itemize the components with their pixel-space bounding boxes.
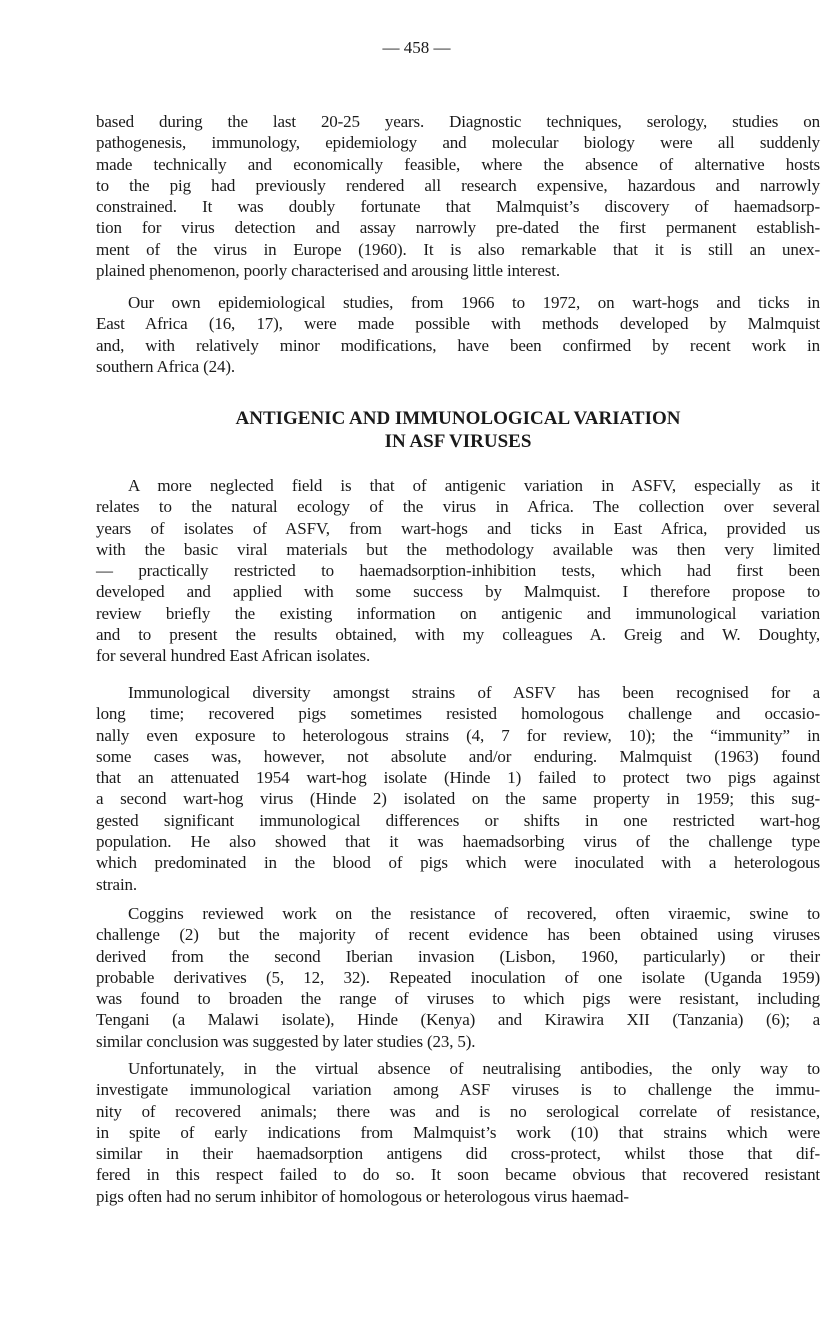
text-line: which predominated in the blood of pigs which were inoculated with a heterologous xyxy=(96,853,820,873)
text-line: to the pig had previously rendered all research expensive, hazardous and narrowly xyxy=(96,175,820,195)
text-line: challenge (2) but the majority of recent evidence has been obtained using viruses xyxy=(96,925,820,945)
text-line: Immunological diversity amongst strains of ASFV has been recognised for a xyxy=(128,683,820,702)
paragraph-2 xyxy=(96,292,820,377)
text-line: similar conclusion was suggested by later studies (23, 5). xyxy=(96,1031,476,1051)
text-line: long time; recovered pigs sometimes resisted homologous challenge and occasio- xyxy=(96,704,820,724)
text-line: a second wart-hog virus (Hinde 2) isolated on the same property in 1959; this sug- xyxy=(96,789,820,809)
text-line: Our own epidemiological studies, from 1966 to 1972, on wart-hogs and ticks in xyxy=(128,293,820,312)
text-line: — practically restricted to haemadsorption-inhibition tests, which had first been xyxy=(96,561,820,581)
text-line: pigs often had no serum inhibitor of homologous or heterologous virus haemad- xyxy=(96,1186,629,1206)
paragraph-3 xyxy=(96,475,820,667)
text-line: relates to the natural ecology of the virus in Africa. The collection over several xyxy=(96,497,820,517)
paragraph-5 xyxy=(96,903,820,1052)
text-line: population. He also showed that it was haemadsorbing virus of the challenge type xyxy=(96,832,820,852)
text-line: East Africa (16, 17), were made possible with methods developed by Malmquist xyxy=(96,314,820,334)
text-line: that an attenuated 1954 wart-hog isolate (Hinde 1) failed to protect two pigs against xyxy=(96,768,820,788)
paragraph-6 xyxy=(96,1058,820,1207)
text-line: southern Africa (24). xyxy=(96,356,235,376)
text-line: some cases was, however, not absolute and/or enduring. Malmquist (1963) found xyxy=(96,746,820,766)
paragraph-4 xyxy=(96,682,820,895)
text-line: review briefly the existing information on antigenic and immunological variation xyxy=(96,603,820,623)
heading-line-2: IN ASF VIRUSES xyxy=(384,431,532,452)
text-line: years of isolates of ASFV, from wart-hogs and ticks in East Africa, provided us xyxy=(96,518,820,538)
text-line: gested significant immunological differences or shifts in one restricted wart-hog xyxy=(96,810,820,830)
text-line: investigate immunological variation among ASF viruses is to challenge the immu- xyxy=(96,1080,820,1100)
text-line: A more neglected field is that of antigenic variation in ASFV, especially as it xyxy=(128,476,820,495)
text-line: in spite of early indications from Malmquist’s work (10) that strains which were xyxy=(96,1122,820,1142)
text-line: similar in their haemadsorption antigens did cross-protect, whilst those that dif- xyxy=(96,1144,820,1164)
heading-line-1: ANTIGENIC AND IMMUNOLOGICAL VARIATION xyxy=(235,408,681,429)
text-line: plained phenomenon, poorly characterised and arousing little interest. xyxy=(96,261,560,281)
text-line: Tengani (a Malawi isolate), Hinde (Kenya) and Kirawira XII (Tanzania) (6); a xyxy=(96,1010,820,1030)
text-line: was found to broaden the range of viruses to which pigs were resistant, including xyxy=(96,989,820,1009)
text-line: for several hundred East African isolates. xyxy=(96,646,371,666)
text-line: strain. xyxy=(96,874,137,894)
text-line: Coggins reviewed work on the resistance of recovered, often viraemic, swine to xyxy=(128,904,820,923)
text-line: probable derivatives (5, 12, 32). Repeated inoculation of one isolate (Uganda 1959) xyxy=(96,967,820,987)
text-line: developed and applied with some success by Malmquist. I therefore propose to xyxy=(96,582,820,602)
text-line: pathogenesis, immunology, epidemiology and molecular biology were all suddenly xyxy=(96,133,820,153)
text-line: derived from the second Iberian invasion (Lisbon, 1960, particularly) or their xyxy=(96,946,820,966)
text-line: with the basic viral materials but the methodology available was then very limited xyxy=(96,539,820,559)
text-line: and, with relatively minor modifications, have been confirmed by recent work in xyxy=(96,335,820,355)
section-heading xyxy=(96,407,820,453)
page-number: — 458 — xyxy=(382,38,451,57)
text-line: Unfortunately, in the virtual absence of neutralising antibodies, the only way to xyxy=(128,1059,820,1078)
text-line: tion for virus detection and assay narrowly pre-dated the first permanent establish- xyxy=(96,218,820,238)
text-line: made technically and economically feasible, where the absence of alternative hosts xyxy=(96,154,820,174)
text-line: constrained. It was doubly fortunate that Malmquist’s discovery of haemadsorp- xyxy=(96,197,820,217)
text-line: and to present the results obtained, with my colleagues A. Greig and W. Doughty, xyxy=(96,625,820,645)
text-line: nally even exposure to heterologous strains (4, 7 for review, 10); the “immunity” in xyxy=(96,725,820,745)
paragraph-1 xyxy=(96,111,820,281)
text-line: nity of recovered animals; there was and is no serological correlate of resistance, xyxy=(96,1101,820,1121)
text-line: based during the last 20-25 years. Diagnostic techniques, serology, studies on xyxy=(96,112,820,131)
text-line: fered in this respect failed to do so. It soon became obvious that recovered resistant xyxy=(96,1165,820,1185)
text-line: ment of the virus in Europe (1960). It is also remarkable that it is still an unex- xyxy=(96,239,820,259)
